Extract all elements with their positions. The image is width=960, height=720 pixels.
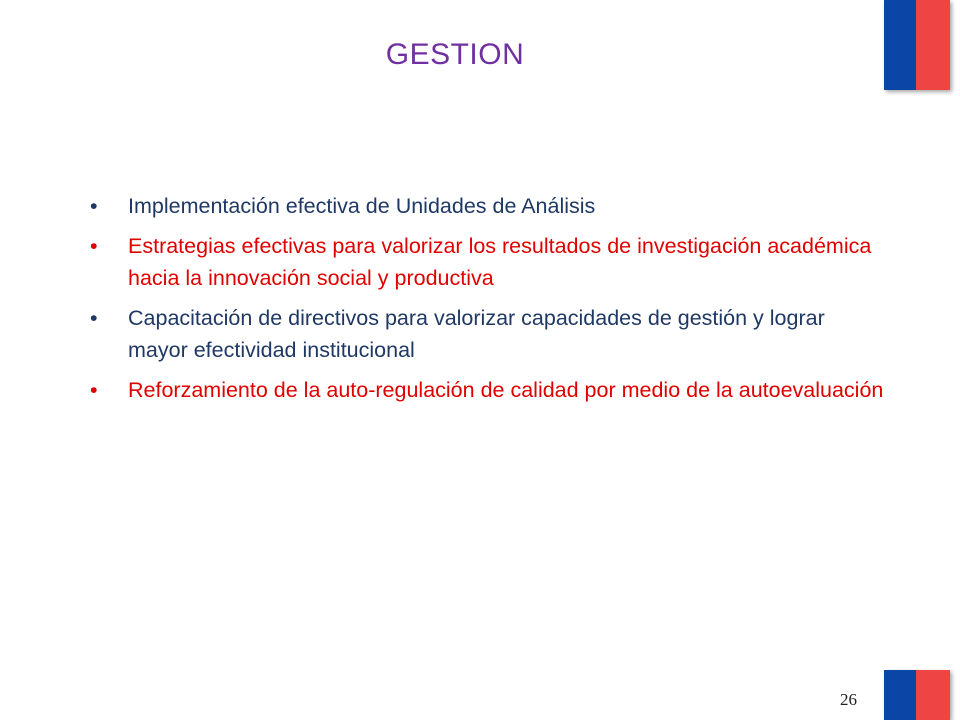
bullet-dot: •: [90, 306, 98, 330]
bullet-dot: •: [90, 234, 98, 258]
bullet-text: Implementación efectiva de Unidades de Análisis: [128, 194, 596, 218]
flag-decoration-top: [884, 0, 950, 90]
flag-decoration-bottom: [884, 670, 950, 720]
bullet-dot: •: [90, 378, 98, 402]
bullet-text: Reforzamiento de la auto-regulación de calidad por medio de la autoevaluación: [128, 378, 884, 402]
flag-blue-stripe: [884, 0, 916, 90]
page-number: 26: [840, 690, 857, 709]
bullet-item-4: [90, 374, 890, 406]
bullet-text: Capacitación de directivos para valorizar capacidades de gestión y lograr mayor efectividad institucional: [128, 306, 825, 362]
bullet-item-3: [90, 302, 890, 366]
bullet-item-2: [90, 230, 890, 294]
flag-blue-stripe: [884, 670, 916, 720]
bullet-list: [90, 190, 890, 414]
slide-title: GESTION: [385, 38, 525, 71]
bullet-item-1: [90, 190, 890, 222]
flag-red-stripe: [916, 670, 950, 720]
bullet-text: Estrategias efectivas para valorizar los resultados de investigación académica hacia la innovación social y productiva: [128, 234, 872, 290]
flag-red-stripe: [916, 0, 950, 90]
bullet-dot: •: [90, 194, 98, 218]
